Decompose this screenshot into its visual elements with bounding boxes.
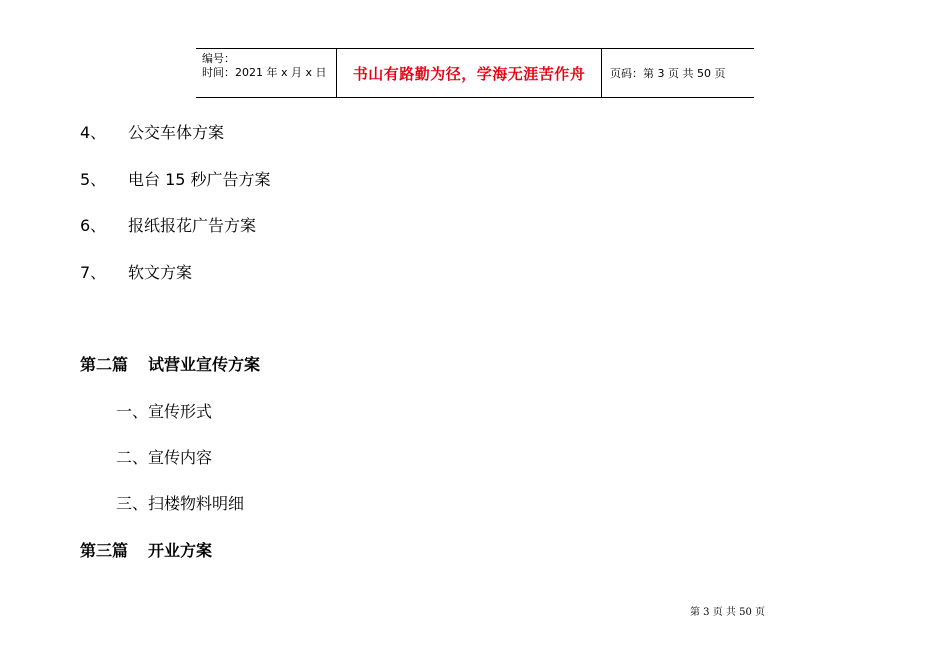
chapter-title: 第三篇 bbox=[80, 541, 129, 560]
chapter-heading bbox=[80, 538, 212, 561]
sub-item: 一、宣传形式 bbox=[116, 402, 213, 421]
list-item-text: 报纸报花广告方案 bbox=[128, 216, 257, 235]
page-footer: 第 3 页 共 50 页 bbox=[690, 607, 765, 618]
list-item-text: 软文方案 bbox=[128, 263, 193, 282]
chapter-heading bbox=[80, 352, 260, 375]
list-item-number: 7、 bbox=[80, 263, 107, 282]
chapter-subtitle: 试营业宣传方案 bbox=[148, 355, 261, 374]
list-item bbox=[80, 213, 256, 236]
list-item-number: 6、 bbox=[80, 216, 107, 235]
header-meta bbox=[196, 49, 337, 97]
number-label: 编号： bbox=[202, 52, 235, 65]
time-label: 时间：2021 年 x 月 x 日 bbox=[202, 66, 327, 79]
list-item bbox=[80, 167, 271, 190]
list-item bbox=[80, 120, 224, 143]
sub-item: 二、宣传内容 bbox=[116, 448, 213, 467]
list-item-number: 4、 bbox=[80, 123, 107, 142]
header-motto: 书山有路勤为径，学海无涯苦作舟 bbox=[337, 49, 602, 97]
list-item bbox=[80, 260, 192, 283]
page-header bbox=[196, 48, 754, 98]
header-page-code: 页码：第 3 页 共 50 页 bbox=[610, 67, 726, 80]
list-item-number: 5、 bbox=[80, 170, 107, 189]
sub-item: 三、扫楼物料明细 bbox=[116, 494, 245, 513]
list-item-text: 电台 15 秒广告方案 bbox=[128, 170, 271, 189]
chapter-subtitle: 开业方案 bbox=[148, 541, 213, 560]
chapter-title: 第二篇 bbox=[80, 355, 129, 374]
list-item-text: 公交车体方案 bbox=[128, 123, 225, 142]
